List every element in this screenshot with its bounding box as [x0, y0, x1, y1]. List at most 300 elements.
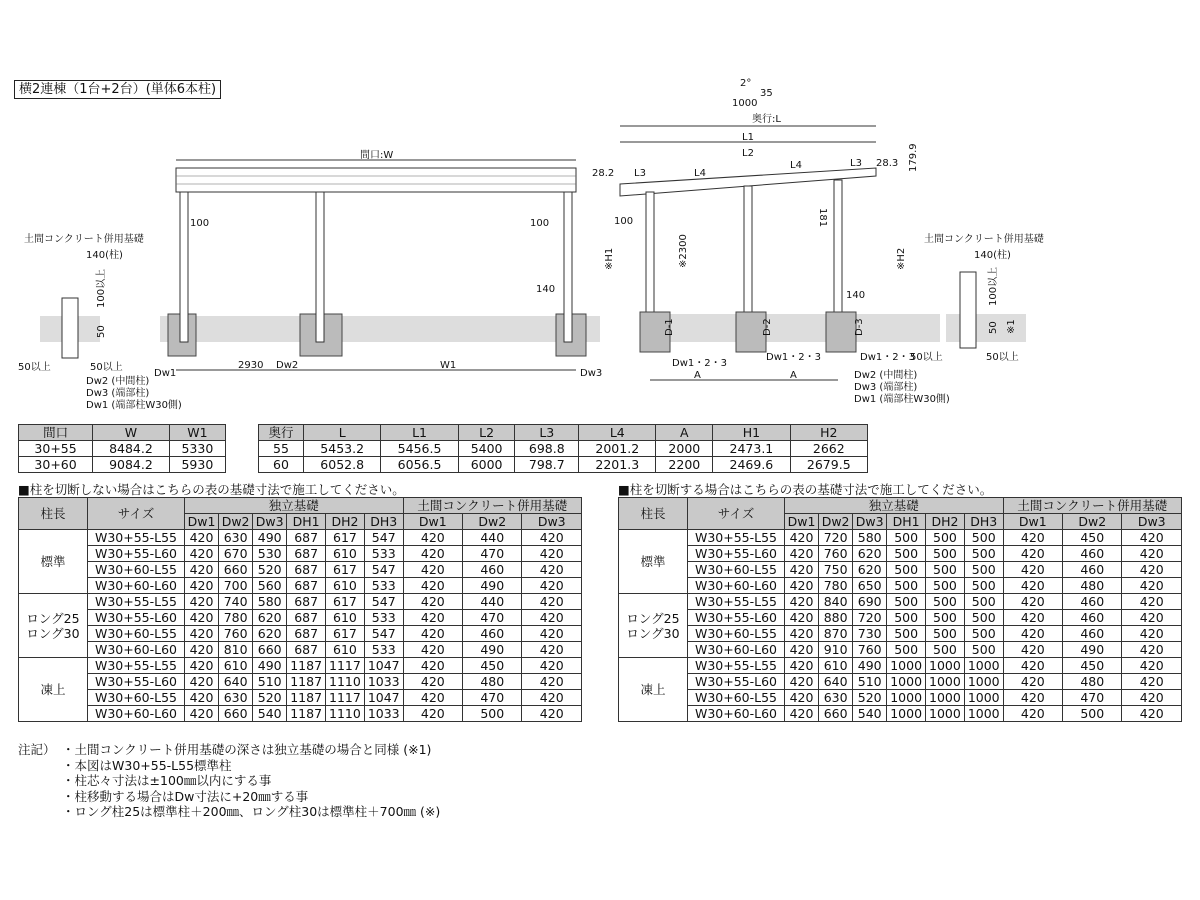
- cell: 420: [785, 658, 819, 674]
- table-row: [619, 610, 1182, 626]
- cell: 500: [926, 610, 965, 626]
- cell: 540: [253, 706, 287, 722]
- table-row: [19, 562, 582, 578]
- cell: 420: [403, 610, 462, 626]
- cell: W30+55-L55: [688, 658, 785, 674]
- note-item: ・ 柱移動する場合はDw寸法に+20㎜する事: [62, 789, 440, 805]
- cell: 420: [522, 562, 582, 578]
- cell: W30+55-L55: [88, 530, 185, 546]
- cell: 420: [403, 562, 462, 578]
- cell: 500: [964, 578, 1003, 594]
- cell: 1187: [287, 706, 326, 722]
- cell: 500: [964, 610, 1003, 626]
- d1-label: D-1: [664, 318, 675, 336]
- cell: 420: [1122, 626, 1182, 642]
- cell: 500: [964, 626, 1003, 642]
- cell: 547: [364, 530, 403, 546]
- d-181: 181: [817, 208, 828, 228]
- d-100: 100: [614, 216, 634, 227]
- depth-header: A: [656, 425, 713, 441]
- cell: 1000: [887, 658, 926, 674]
- header-sub: DH3: [364, 514, 403, 530]
- cell: 500: [964, 594, 1003, 610]
- cell: 420: [1003, 610, 1062, 626]
- cell: 490: [253, 658, 287, 674]
- cell: 420: [185, 658, 219, 674]
- cell: 420: [1003, 626, 1062, 642]
- h2-label: ※H2: [896, 247, 907, 270]
- cell: 490: [853, 658, 887, 674]
- cell: 5930: [169, 457, 225, 473]
- cell: 420: [522, 642, 582, 658]
- cell: 420: [522, 594, 582, 610]
- cell: 420: [522, 546, 582, 562]
- cell: 617: [326, 594, 365, 610]
- cell: 700: [219, 578, 253, 594]
- cell: 55: [259, 441, 304, 457]
- header-concrete: 土間コンクリート併用基礎: [403, 498, 581, 514]
- cell: 610: [326, 546, 365, 562]
- cell: 460: [463, 626, 522, 642]
- cell: 420: [785, 690, 819, 706]
- table-row: [619, 674, 1182, 690]
- roof: [176, 168, 576, 192]
- group-label: [19, 658, 88, 722]
- cell: 8484.2: [93, 441, 170, 457]
- cell: W30+60-L55: [88, 690, 185, 706]
- table-row: [259, 457, 868, 473]
- d-2300: ※2300: [678, 234, 689, 268]
- cell: 670: [219, 546, 253, 562]
- cell: 420: [185, 642, 219, 658]
- dw1-label: Dw1: [154, 368, 177, 379]
- cell: 620: [853, 562, 887, 578]
- note-item: ・ 柱芯々寸法は±100㎜以内にする事: [62, 773, 440, 789]
- cell: 687: [287, 610, 326, 626]
- cell: 500: [1063, 706, 1122, 722]
- width-header: W1: [169, 425, 225, 441]
- cell: 560: [253, 578, 287, 594]
- depth-header: L: [303, 425, 380, 441]
- cell: 5456.5: [381, 441, 458, 457]
- cell: W30+60-L60: [88, 578, 185, 594]
- width-header: W: [93, 425, 170, 441]
- cell: 420: [1122, 546, 1182, 562]
- right-table-caption: ■柱を切断する場合はこちらの表の基礎寸法で施工してください。: [618, 482, 993, 497]
- dw3-label: Dw3: [580, 368, 603, 379]
- cell: 420: [185, 610, 219, 626]
- cell: W30+55-L60: [688, 610, 785, 626]
- group-label: [619, 594, 688, 658]
- cell: 420: [1122, 562, 1182, 578]
- cell: 480: [1063, 578, 1122, 594]
- cell: 5330: [169, 441, 225, 457]
- cell: W30+60-L60: [88, 706, 185, 722]
- cell: 810: [219, 642, 253, 658]
- slope-ratio-bottom: 1000: [732, 98, 758, 109]
- cell: W30+55-L60: [88, 610, 185, 626]
- foundation-label: 土間コンクリート併用基礎: [24, 234, 144, 245]
- cell: 460: [1063, 610, 1122, 626]
- header-sub: Dw3: [522, 514, 582, 530]
- dw123-1: Dw1・2・3: [672, 358, 727, 369]
- cell: 698.8: [515, 441, 579, 457]
- notes: [18, 742, 440, 820]
- cell: 720: [853, 610, 887, 626]
- table-row: [19, 457, 226, 473]
- cell: 420: [403, 706, 462, 722]
- cell: 470: [463, 610, 522, 626]
- cell: 1000: [964, 706, 1003, 722]
- cell: 840: [819, 594, 853, 610]
- cell: 1110: [326, 674, 365, 690]
- cell: 420: [1003, 706, 1062, 722]
- foundation-label: 土間コンクリート併用基礎: [924, 234, 1044, 245]
- cell: 420: [522, 706, 582, 722]
- header-sub: Dw2: [819, 514, 853, 530]
- table-row: [19, 546, 582, 562]
- cell: 460: [1063, 626, 1122, 642]
- l3-left: L3: [634, 168, 646, 179]
- left-table-caption: ■柱を切断しない場合はこちらの表の基礎寸法で施工してください。: [18, 482, 405, 497]
- table-row: [19, 658, 582, 674]
- cell: 420: [1122, 642, 1182, 658]
- cell: 420: [785, 626, 819, 642]
- cell: 500: [463, 706, 522, 722]
- cell: 420: [403, 642, 462, 658]
- cell: 630: [219, 530, 253, 546]
- l2-label: L2: [742, 148, 754, 159]
- page-title: 横2連棟（1台+2台）(単体6本柱): [14, 80, 221, 99]
- header-independent: 独立基礎: [785, 498, 1004, 514]
- cell: 420: [403, 594, 462, 610]
- cell: 420: [403, 530, 462, 546]
- cell: 500: [926, 626, 965, 642]
- cell: 798.7: [515, 457, 579, 473]
- post-140-label: 140(柱): [86, 250, 123, 261]
- foundation-table-no-cut: [18, 497, 582, 722]
- slope-deg: 2°: [740, 78, 752, 89]
- cell: W30+55-L55: [88, 594, 185, 610]
- header-sub: DH2: [926, 514, 965, 530]
- cell: 500: [926, 594, 965, 610]
- cell: 420: [185, 546, 219, 562]
- l4-left: L4: [694, 168, 706, 179]
- cell: 520: [253, 562, 287, 578]
- cell: 420: [1122, 706, 1182, 722]
- cell: 533: [364, 610, 403, 626]
- legend-dw1: Dw1 (端部柱W30側): [854, 394, 950, 405]
- cell: 420: [403, 578, 462, 594]
- l3-right: L3: [850, 158, 862, 169]
- cell: 420: [185, 562, 219, 578]
- a-left: A: [694, 370, 701, 381]
- cell: 5400: [458, 441, 515, 457]
- cell: 760: [853, 642, 887, 658]
- table-row: [259, 441, 868, 457]
- group-label-line: 標準: [640, 554, 666, 569]
- cell: 500: [887, 610, 926, 626]
- dim-100: 100以上: [96, 268, 107, 308]
- cell: 520: [253, 690, 287, 706]
- l4-right: L4: [790, 160, 802, 171]
- cell: 420: [1003, 658, 1062, 674]
- cell: 420: [403, 690, 462, 706]
- cell: 617: [326, 626, 365, 642]
- cell: 547: [364, 594, 403, 610]
- cell: 1000: [964, 690, 1003, 706]
- cell: 450: [1063, 530, 1122, 546]
- cell: 420: [785, 530, 819, 546]
- cell: 510: [853, 674, 887, 690]
- cell: 480: [463, 674, 522, 690]
- cell: 687: [287, 530, 326, 546]
- table-row: [19, 690, 582, 706]
- cell: 687: [287, 594, 326, 610]
- d2-label: D-2: [762, 318, 773, 336]
- cell: W30+60-L60: [688, 642, 785, 658]
- cell: 910: [819, 642, 853, 658]
- cell: W30+55-L60: [88, 546, 185, 562]
- cell: 420: [1122, 610, 1182, 626]
- cell: 5453.2: [303, 441, 380, 457]
- cell: 6000: [458, 457, 515, 473]
- cell: W30+60-L55: [688, 562, 785, 578]
- arrow-100-right: 100: [530, 218, 550, 229]
- cell: 420: [522, 658, 582, 674]
- dim-50-left: 50以上: [910, 352, 943, 363]
- table-row: [19, 674, 582, 690]
- cell: 687: [287, 626, 326, 642]
- dim-50-right: 50以上: [90, 362, 123, 373]
- depth-header: H2: [790, 425, 867, 441]
- d-140: 140: [846, 290, 866, 301]
- cell: 687: [287, 546, 326, 562]
- cell: W30+60-L55: [688, 626, 785, 642]
- table-row: [619, 626, 1182, 642]
- l1-label: L1: [742, 132, 754, 143]
- depth-label: 奥行:L: [752, 114, 781, 125]
- cell: 1047: [364, 690, 403, 706]
- cell: 490: [1063, 642, 1122, 658]
- cell: W30+60-L60: [688, 706, 785, 722]
- cell: 547: [364, 562, 403, 578]
- cell: 470: [463, 690, 522, 706]
- cell: 1000: [926, 706, 965, 722]
- cell: 440: [463, 594, 522, 610]
- width-table: [18, 424, 226, 473]
- cell: 420: [1003, 690, 1062, 706]
- cell: 640: [219, 674, 253, 690]
- dim-2930: 2930: [238, 360, 264, 371]
- d-179-9: 179.9: [908, 143, 919, 172]
- cell: 1047: [364, 658, 403, 674]
- cell: 2001.2: [579, 441, 656, 457]
- cell: 420: [1122, 658, 1182, 674]
- dim-50-left: 50以上: [18, 362, 51, 373]
- cell: 420: [185, 690, 219, 706]
- header-concrete: 土間コンクリート併用基礎: [1003, 498, 1181, 514]
- cell: 580: [253, 594, 287, 610]
- table-row: [19, 594, 582, 610]
- cell: 610: [819, 658, 853, 674]
- group-label: [619, 530, 688, 594]
- cell: 30+60: [19, 457, 93, 473]
- width-label: 間口:W: [360, 150, 394, 161]
- foundation-table-cut: [618, 497, 1182, 722]
- cell: 420: [522, 674, 582, 690]
- cell: 500: [964, 562, 1003, 578]
- cell: 690: [853, 594, 887, 610]
- cell: W30+60-L55: [688, 690, 785, 706]
- cell: 500: [887, 626, 926, 642]
- h1-label: ※H1: [604, 247, 615, 270]
- cell: 530: [253, 546, 287, 562]
- cell: 6056.5: [381, 457, 458, 473]
- legend-dw3: Dw3 (端部柱): [86, 388, 150, 399]
- cell: 620: [853, 546, 887, 562]
- cell: 420: [403, 674, 462, 690]
- table-row: [619, 578, 1182, 594]
- cell: 420: [403, 546, 462, 562]
- cell: 500: [887, 642, 926, 658]
- arrow-100-left: 100: [190, 218, 210, 229]
- cell: 617: [326, 562, 365, 578]
- note-item: ・ 土間コンクリート併用基礎の深さは独立基礎の場合と同様 (※1): [62, 742, 440, 758]
- dim-140: 140: [536, 284, 556, 295]
- cell: 420: [1122, 578, 1182, 594]
- dw123-2: Dw1・2・3: [766, 352, 821, 363]
- table-row: [619, 690, 1182, 706]
- cell: 470: [463, 546, 522, 562]
- depth-header: L2: [458, 425, 515, 441]
- depth-header: 奥行: [259, 425, 304, 441]
- cell: 420: [785, 594, 819, 610]
- table-row: [19, 626, 582, 642]
- table-row: [619, 642, 1182, 658]
- header-independent: 独立基礎: [185, 498, 404, 514]
- cell: 60: [259, 457, 304, 473]
- cell: 420: [785, 578, 819, 594]
- cell: 450: [1063, 658, 1122, 674]
- note-item: ・ ロング柱25は標準柱＋200㎜、ロング柱30は標準柱＋700㎜ (※): [62, 804, 440, 820]
- cell: W30+55-L60: [88, 674, 185, 690]
- cell: 720: [819, 530, 853, 546]
- cell: 420: [1122, 690, 1182, 706]
- width-header: 間口: [19, 425, 93, 441]
- w1-label: W1: [440, 360, 457, 371]
- side-elevation-diagram: [592, 72, 1200, 412]
- cell: 420: [1122, 594, 1182, 610]
- header-size: サイズ: [688, 498, 785, 530]
- cell: 580: [853, 530, 887, 546]
- table-row: [19, 610, 582, 626]
- cell: 617: [326, 530, 365, 546]
- cell: 420: [785, 562, 819, 578]
- a-right: A: [790, 370, 797, 381]
- table-row: [19, 530, 582, 546]
- cell: 760: [819, 546, 853, 562]
- cell: 687: [287, 642, 326, 658]
- header-sub: Dw2: [219, 514, 253, 530]
- header-length: 柱長: [619, 498, 688, 530]
- cell: 420: [522, 578, 582, 594]
- cell: 420: [1122, 674, 1182, 690]
- cell: 533: [364, 642, 403, 658]
- cell: 480: [1063, 674, 1122, 690]
- cell: 500: [964, 546, 1003, 562]
- cell: 750: [819, 562, 853, 578]
- cell: W30+60-L55: [88, 562, 185, 578]
- group-label-line: 標準: [40, 554, 66, 569]
- legend-dw3: Dw3 (端部柱): [854, 382, 918, 393]
- cell: 780: [819, 578, 853, 594]
- cell: 2000: [656, 441, 713, 457]
- cell: 440: [463, 530, 522, 546]
- cell: 610: [326, 578, 365, 594]
- cell: 420: [1003, 674, 1062, 690]
- cell: 780: [219, 610, 253, 626]
- cell: 610: [326, 610, 365, 626]
- cell: 420: [185, 706, 219, 722]
- cell: 610: [219, 658, 253, 674]
- cell: 2200: [656, 457, 713, 473]
- cell: 2679.5: [790, 457, 867, 473]
- header-sub: Dw3: [253, 514, 287, 530]
- cell: 500: [887, 578, 926, 594]
- header-sub: Dw3: [853, 514, 887, 530]
- cell: 470: [1063, 690, 1122, 706]
- cell: 500: [926, 546, 965, 562]
- cell: 687: [287, 562, 326, 578]
- cell: 420: [785, 706, 819, 722]
- header-sub: Dw3: [1122, 514, 1182, 530]
- cell: 420: [1003, 642, 1062, 658]
- cell: 1187: [287, 690, 326, 706]
- cell: 730: [853, 626, 887, 642]
- cell: 420: [522, 626, 582, 642]
- post-140-label: 140(柱): [974, 250, 1011, 261]
- cell: 500: [887, 594, 926, 610]
- cell: 490: [463, 578, 522, 594]
- table-row: [19, 441, 226, 457]
- dw123-3: Dw1・2・3: [860, 352, 915, 363]
- cell: 500: [926, 562, 965, 578]
- legend-dw2: Dw2 (中間柱): [86, 376, 150, 387]
- cell: W30+55-L55: [688, 530, 785, 546]
- cell: 510: [253, 674, 287, 690]
- cell: 760: [219, 626, 253, 642]
- cell: 547: [364, 626, 403, 642]
- note-item: ・ 本図はW30+55-L55標準柱: [62, 758, 440, 774]
- cell: 500: [887, 530, 926, 546]
- cell: 420: [1003, 594, 1062, 610]
- cell: 420: [785, 642, 819, 658]
- group-label-line: 凍上: [40, 682, 66, 697]
- table-row: [19, 578, 582, 594]
- table-row: [619, 546, 1182, 562]
- cell: 630: [219, 690, 253, 706]
- header-sub: Dw2: [1063, 514, 1122, 530]
- header-sub: DH3: [964, 514, 1003, 530]
- legend-dw2: Dw2 (中間柱): [854, 370, 918, 381]
- group-label-line: ロング25: [26, 610, 80, 626]
- cell: 420: [185, 578, 219, 594]
- depth-header: H1: [713, 425, 790, 441]
- cell: 500: [887, 562, 926, 578]
- cell: 740: [219, 594, 253, 610]
- cell: 610: [326, 642, 365, 658]
